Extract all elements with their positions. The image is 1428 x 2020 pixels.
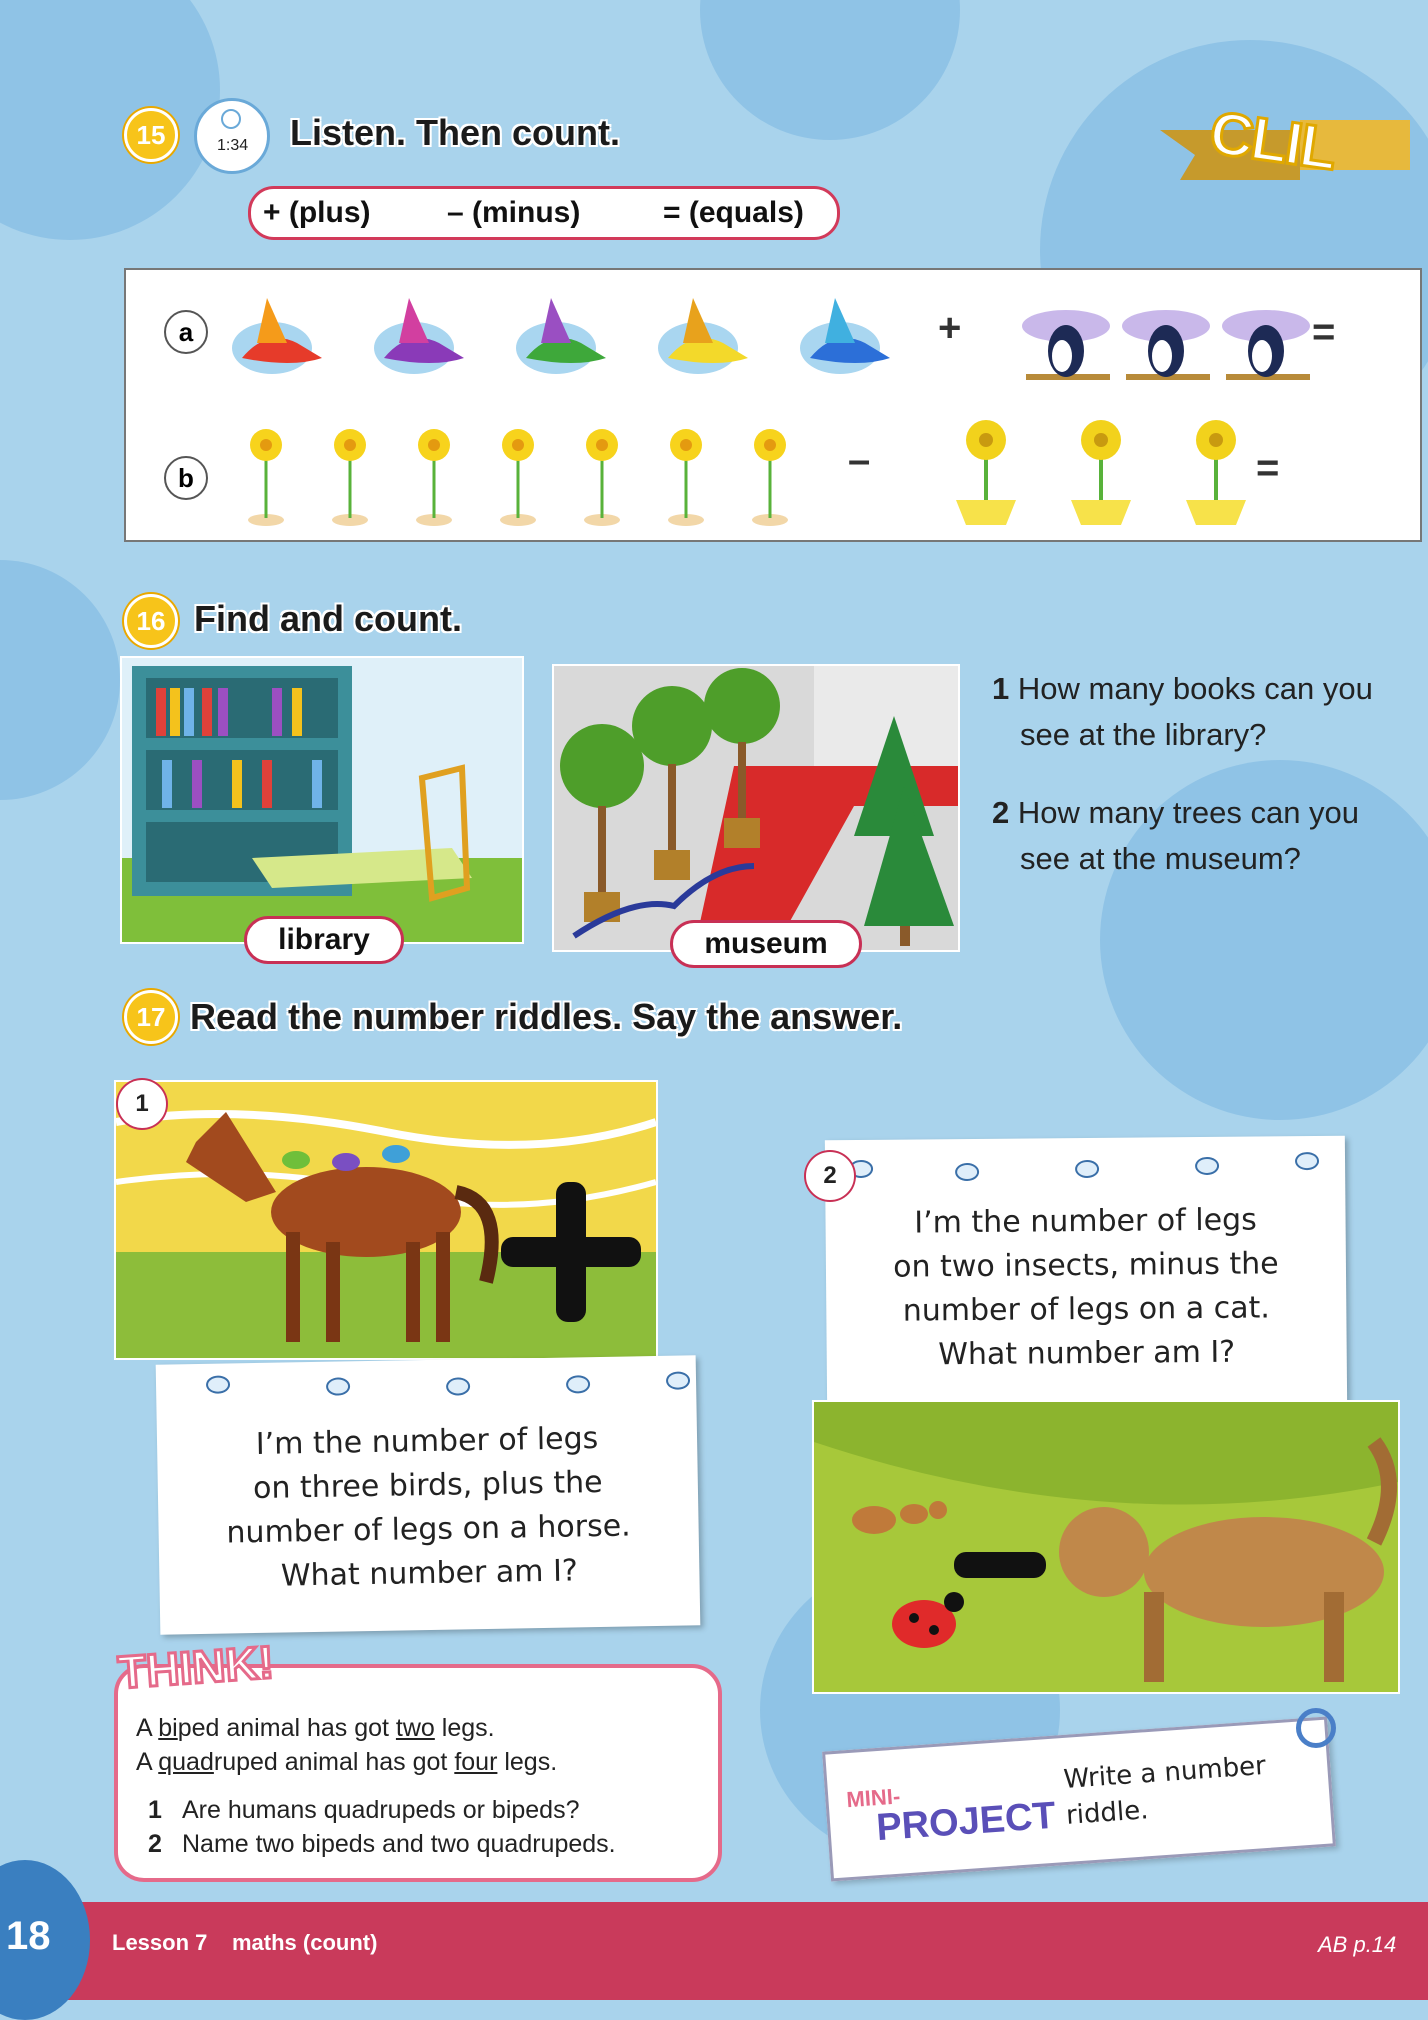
question-2	[992, 790, 1359, 882]
hummingbird-icon	[374, 298, 464, 374]
riddle-line: I’m the number of legs	[255, 1421, 599, 1462]
hummingbird-icon	[658, 298, 748, 374]
note-hole	[955, 1163, 979, 1181]
minus-sign-icon	[954, 1552, 1046, 1578]
library-label: library	[244, 916, 404, 964]
operator-legend	[248, 186, 840, 240]
think-question-2	[136, 1830, 616, 1859]
riddle-number: 2	[806, 1152, 854, 1200]
question-line: see at the museum?	[1020, 841, 1301, 876]
question-number: 1	[992, 671, 1010, 706]
def-text: ruped animal has got	[213, 1748, 455, 1776]
exercise-number-badge: 17	[124, 990, 178, 1044]
horse-plus-illustration	[116, 1082, 656, 1358]
potted-flower-icon	[1186, 420, 1246, 525]
clil-badge	[1150, 100, 1420, 200]
note-hole	[326, 1377, 350, 1395]
museum-picture	[552, 664, 960, 952]
potted-flower-icon	[956, 420, 1016, 525]
question-text: Are humans quadrupeds or bipeds?	[182, 1796, 580, 1824]
def-text: legs.	[497, 1748, 558, 1776]
note-hole	[446, 1377, 470, 1395]
row-label-a: a	[164, 310, 208, 354]
question-number: 2	[992, 795, 1010, 830]
riddle-line: What number am I?	[280, 1553, 579, 1594]
potted-flower-icon	[1071, 420, 1131, 525]
think-badge: THINK!	[116, 1635, 276, 1699]
hummingbird-icon	[800, 298, 890, 374]
bg-bubble	[700, 0, 960, 140]
exercise-number-badge: 16	[124, 594, 178, 648]
question-line: How many books can you	[1017, 671, 1373, 706]
exercise-title: Read the number riddles. Say the answer.	[190, 996, 903, 1037]
def-underlined: bi	[158, 1714, 178, 1742]
question-number: 1	[148, 1796, 162, 1824]
legend-equals: = (equals)	[663, 196, 804, 229]
def-underlined: four	[454, 1748, 498, 1776]
magpie-icon	[1022, 310, 1110, 380]
mini-project-label-bottom: PROJECT	[875, 1794, 1058, 1850]
museum-label: museum	[670, 920, 862, 968]
think-question-1	[136, 1796, 580, 1825]
def-text: A	[136, 1748, 159, 1776]
definition-biped	[136, 1714, 495, 1743]
flower-icon	[248, 429, 284, 526]
page-number: 18	[6, 1914, 51, 1958]
riddle-1-text	[177, 1416, 680, 1601]
audio-cd-icon[interactable]	[194, 98, 270, 174]
riddle-1-note	[156, 1355, 701, 1634]
flower-icon	[416, 429, 452, 526]
mini-project-text	[1062, 1748, 1269, 1834]
flower-icon	[500, 429, 536, 526]
plus-operator: +	[938, 306, 962, 350]
legend-minus: – (minus)	[447, 196, 581, 229]
riddle-line: number of legs on a cat.	[902, 1290, 1270, 1329]
insects-minus-cat-illustration	[814, 1402, 1398, 1692]
def-text: A	[136, 1714, 159, 1742]
counting-panel	[124, 268, 1422, 542]
topic-label: maths (count)	[232, 1930, 378, 1955]
equals-operator-b: =	[1256, 446, 1280, 490]
exercise-title: Find and count.	[194, 598, 462, 639]
definition-quadruped	[136, 1748, 557, 1777]
riddle-line: I’m the number of legs	[914, 1202, 1257, 1241]
question-text: Name two bipeds and two quadrupeds.	[182, 1830, 616, 1858]
def-text: ped animal has got	[177, 1714, 396, 1742]
flower-icon	[332, 429, 368, 526]
mini-project-line: Write a number	[1062, 1750, 1267, 1795]
note-hole	[1195, 1157, 1219, 1175]
audio-track-time: 1:34	[217, 137, 249, 154]
library-illustration	[122, 658, 522, 942]
riddle-2-text	[835, 1198, 1337, 1378]
mini-project-label-top: MINI-	[845, 1783, 901, 1813]
legend-plus: + (plus)	[263, 196, 371, 229]
flower-group	[236, 420, 836, 530]
small-bird-icon	[282, 1151, 310, 1169]
hummingbird-icon	[232, 298, 322, 374]
exercise-number-badge: 15	[124, 108, 178, 162]
note-hole	[1075, 1160, 1099, 1178]
equals-operator-a: =	[1312, 310, 1336, 354]
flower-icon	[668, 429, 704, 526]
minus-operator: –	[848, 438, 871, 482]
def-underlined: quad	[158, 1748, 214, 1776]
bg-bubble	[0, 0, 220, 240]
bg-bubble	[0, 560, 120, 800]
note-hole	[1295, 1152, 1319, 1170]
activity-book-ref: AB p.14	[1318, 1932, 1397, 1957]
flower-icon	[584, 429, 620, 526]
question-1	[992, 666, 1373, 758]
def-underlined: two	[395, 1714, 435, 1742]
riddle-2-note	[825, 1136, 1347, 1411]
question-line: see at the library?	[1020, 717, 1267, 752]
magpie-group	[1016, 296, 1336, 396]
riddle-line: What number am I?	[938, 1334, 1236, 1373]
horse-picture	[114, 1080, 658, 1360]
riddle-line: number of legs on a horse.	[226, 1508, 631, 1551]
exercise-title: Listen. Then count.	[290, 112, 620, 153]
clil-label: CLIL	[1205, 98, 1340, 183]
question-line: How many trees can you	[1017, 795, 1360, 830]
think-box	[114, 1664, 722, 1882]
insects-cat-picture	[812, 1400, 1400, 1694]
riddle-number: 1	[118, 1080, 166, 1128]
library-picture	[120, 656, 524, 944]
riddle-line: on three birds, plus the	[252, 1464, 603, 1507]
lesson-label: Lesson 7	[112, 1930, 208, 1955]
question-number: 2	[148, 1830, 162, 1858]
mini-project-line: riddle.	[1065, 1795, 1150, 1831]
note-hole	[206, 1375, 230, 1393]
def-text: legs.	[434, 1714, 495, 1742]
small-bird-icon	[332, 1153, 360, 1171]
magpie-icon	[1222, 310, 1310, 380]
hummingbird-group	[212, 288, 912, 398]
flower-icon	[752, 429, 788, 526]
hummingbird-icon	[516, 298, 606, 374]
page-footer	[0, 1902, 1428, 2000]
cd-hole-icon	[221, 109, 241, 129]
potted-flower-group	[946, 410, 1286, 530]
magpie-icon	[1122, 310, 1210, 380]
museum-illustration	[554, 666, 958, 950]
paperclip-icon	[1296, 1708, 1336, 1748]
note-hole	[566, 1375, 590, 1393]
note-hole	[666, 1371, 690, 1389]
small-bird-icon	[382, 1145, 410, 1163]
riddle-line: on two insects, minus the	[893, 1246, 1279, 1285]
row-label-b: b	[164, 456, 208, 500]
